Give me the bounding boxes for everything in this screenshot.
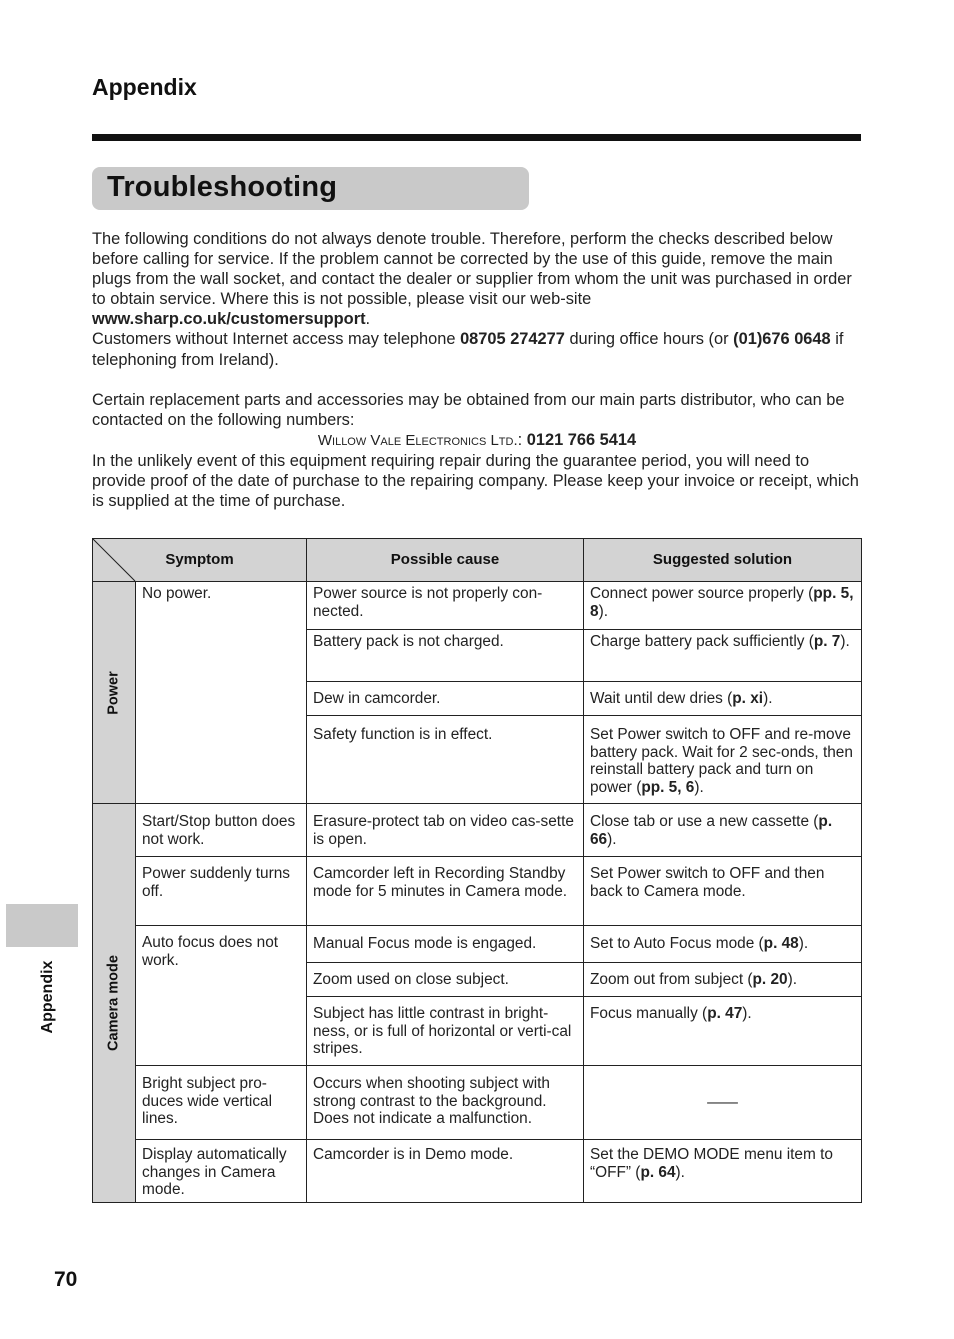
page-title: Troubleshooting (107, 171, 338, 203)
table-row (93, 857, 862, 926)
phone-ireland: (01)676 0648 (733, 330, 831, 349)
intro-paragraph-1 (92, 229, 862, 370)
page-ref: p. 64 (640, 1163, 676, 1181)
solution-text: Set the DEMO MODE menu item to “OFF” ( (590, 1146, 833, 1181)
solution-cell (584, 630, 862, 682)
page-ref: p. 48 (763, 935, 799, 953)
page-number: 70 (54, 1268, 78, 1291)
table-row (93, 804, 862, 857)
page-ref: pp. 5, 8 (590, 585, 854, 620)
side-tab-label: Appendix (39, 960, 56, 1034)
category-camera-label: Camera mode (105, 954, 122, 1051)
table-row (93, 1066, 862, 1140)
solution-end: ). (798, 935, 809, 953)
distributor-phone: 0121 766 5414 (526, 430, 637, 449)
solution-text: Connect power source properly ( (590, 585, 814, 602)
distributor-line (92, 430, 862, 451)
solution-end: ). (607, 830, 617, 848)
symptom-cell: Auto focus does not work. (136, 926, 307, 1066)
solution-cell (584, 582, 862, 630)
cause-cell: Camcorder is in Demo mode. (307, 1140, 584, 1203)
cause-cell: Zoom used on close subject. (307, 963, 584, 997)
solution-end: ). (742, 1005, 752, 1022)
side-thumb-tab (6, 904, 78, 947)
page-ref: pp. 5, 6 (641, 778, 695, 796)
cause-cell: Subject has little contrast in bright-ness, or is full of horizontal or verti-cal stripes. (307, 997, 584, 1066)
solution-cell (584, 997, 862, 1066)
page-ref: p. 47 (707, 1005, 743, 1022)
category-power (93, 582, 136, 804)
solution-cell (584, 926, 862, 963)
solution-cell (584, 682, 862, 716)
solution-text: Set Power switch to OFF and re-move battery pack. Wait for 2 sec-onds, then reinstall battery pack and turn on power ( (590, 726, 853, 796)
solution-end: ). (675, 1163, 685, 1181)
intro-text (92, 229, 862, 511)
solution-cell (584, 1140, 862, 1203)
corner-diagonal (93, 539, 136, 582)
table-header-row (93, 539, 862, 582)
table-row (93, 926, 862, 963)
intro-paragraph-3: Certain replacement parts and accessories may be obtained from our main parts distributor, who can be contacted on the following numbers: (92, 390, 845, 429)
solution-text: Close tab or use a new cassette ( (590, 813, 819, 830)
header-cause: Possible cause (307, 539, 584, 582)
heading-rule (92, 134, 861, 141)
table-row (93, 582, 862, 630)
table-row (93, 1140, 862, 1203)
intro-paragraph-4: In the unlikely event of this equipment requiring repair during the guarantee period, you will need to provide proof of the date of purchase to the repairing company. Please keep your invoice or receipt, which is supplied at the time of purchase. (92, 451, 859, 511)
solution-end: ). (787, 970, 797, 988)
header-symptom (93, 539, 307, 582)
solution-text: Set to Auto Focus mode ( (590, 935, 764, 953)
symptom-cell: Start/Stop button does not work. (136, 804, 307, 857)
cause-cell: Manual Focus mode is engaged. (307, 926, 584, 963)
symptom-cell: No power. (136, 582, 307, 804)
header-solution: Suggested solution (584, 539, 862, 582)
cause-cell: Dew in camcorder. (307, 682, 584, 716)
category-camera-mode (93, 804, 136, 1203)
solution-text: Charge battery pack sufficiently ( (590, 633, 814, 650)
symptom-cell: Display automatically changes in Camera mode. (136, 1140, 307, 1203)
solution-end: ). (598, 602, 608, 620)
solution-cell (584, 716, 862, 804)
intro-text-2c: if telephoning from Ireland). (92, 330, 844, 369)
intro-text-1-end: . (365, 310, 371, 329)
distributor-separator: : (517, 430, 527, 449)
intro-text-1: The following conditions do not always denote trouble. Therefore, perform the checks described below before calling for service. If the problem cannot be corrected by the use of this guide, remove the main plugs from the wall socket, and contact the dealer or supplier from whom the unit was purchased in order to obtain service. Where this is not possible, please visit our web-site (92, 230, 852, 309)
cause-cell: Battery pack is not charged. (307, 630, 584, 682)
solution-end: ). (763, 689, 773, 707)
solution-cell: Set Power switch to OFF and then back to Camera mode. (584, 857, 862, 926)
category-power-label: Power (105, 670, 122, 715)
cause-cell: Camcorder left in Recording Standby mode for 5 minutes in Camera mode. (307, 857, 584, 926)
solution-text: Zoom out from subject ( (590, 970, 753, 988)
intro-text-2b: during office hours (or (564, 330, 734, 349)
title-bar (92, 167, 529, 210)
troubleshooting-table (92, 538, 862, 1203)
header-symptom-label: Symptom (165, 551, 234, 569)
support-url: www.sharp.co.uk/customersupport (92, 310, 366, 329)
symptom-cell: Power suddenly turns off. (136, 857, 307, 926)
distributor-name: Willow Vale Electronics Ltd. (317, 431, 518, 449)
solution-cell: —— (584, 1066, 862, 1140)
symptom-cell: Bright subject pro-duces wide vertical lines. (136, 1066, 307, 1140)
solution-text: Focus manually ( (590, 1005, 708, 1022)
page-ref: p. xi (732, 689, 764, 707)
phone-uk: 08705 274277 (460, 330, 565, 349)
solution-text: Wait until dew dries ( (590, 689, 733, 707)
cause-cell: Safety function is in effect. (307, 716, 584, 804)
solution-end: ). (694, 778, 704, 796)
page-ref: p. 20 (752, 970, 788, 988)
intro-text-2a: Customers without Internet access may telephone (92, 330, 461, 349)
cause-cell: Erasure-protect tab on video cas-sette is open. (307, 804, 584, 857)
page-ref: p. 7 (813, 633, 841, 650)
cause-cell: Power source is not properly con-nected. (307, 582, 584, 630)
section-heading: Appendix (92, 74, 197, 100)
solution-end: ). (840, 633, 850, 650)
cause-cell: Occurs when shooting subject with strong contrast to the background. Does not indicate a malfunction. (307, 1066, 584, 1140)
solution-cell (584, 963, 862, 997)
page-ref: p. 66 (590, 813, 833, 848)
solution-cell (584, 804, 862, 857)
